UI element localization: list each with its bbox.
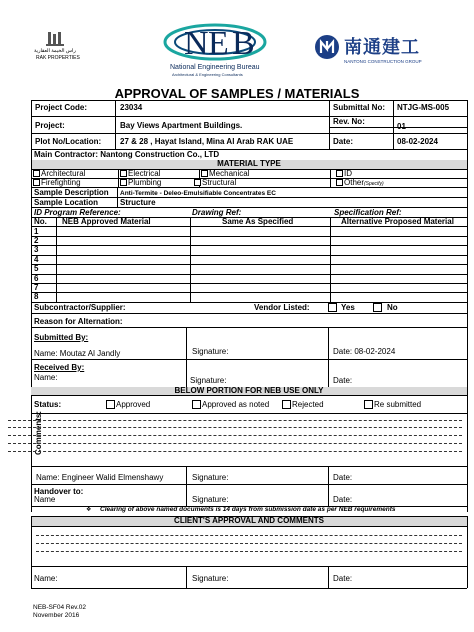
divider	[115, 100, 116, 149]
divider	[186, 566, 187, 588]
id-program-ref: ID Program Reference:	[34, 208, 121, 217]
footer-form-date: November 2016	[33, 612, 80, 619]
divider	[31, 359, 467, 360]
divider	[31, 302, 32, 512]
divider	[31, 236, 467, 237]
table-row: 4	[34, 255, 39, 264]
divider	[31, 100, 467, 101]
received-signature: Signature:	[190, 376, 227, 385]
vendor-no-label: No	[387, 303, 398, 312]
rak-arabic-text: راس الخيمة العقارية	[34, 48, 76, 54]
submitted-name: Name: Moutaz Al Jandly	[34, 349, 121, 358]
divider	[31, 566, 467, 567]
divider	[31, 133, 467, 134]
subcontractor-label: Subcontractor/Supplier:	[34, 303, 126, 312]
divider	[31, 588, 467, 589]
nantong-logo-icon	[314, 34, 340, 60]
resubmitted-checkbox[interactable]	[364, 400, 373, 409]
received-date: Date:	[333, 376, 353, 385]
table-row: 3	[34, 245, 39, 254]
handover-date: Date:	[333, 495, 353, 504]
drawing-ref: Drawing Ref:	[192, 208, 242, 217]
divider	[328, 566, 329, 588]
comment-line	[36, 551, 462, 552]
project-code-value: 23034	[120, 103, 143, 112]
rejected-checkbox[interactable]	[282, 400, 291, 409]
diamond-bullet-icon: ❖	[86, 507, 92, 513]
comment-line	[8, 435, 462, 436]
divider	[328, 327, 329, 387]
client-date: Date:	[333, 574, 353, 583]
divider	[330, 217, 331, 302]
resubmitted-label: Re submitted	[374, 400, 422, 409]
divider	[190, 217, 191, 302]
submittal-value: NTJG-MS-005	[397, 103, 450, 112]
neb-use-title: BELOW PORTION FOR NEB USE ONLY	[174, 386, 324, 395]
electrical-label: Electrical	[128, 169, 161, 178]
submitted-date: Date: 08-02-2024	[333, 347, 396, 356]
divider	[467, 100, 468, 160]
status-label: Status:	[34, 400, 62, 409]
table-row: 2	[34, 236, 39, 245]
divider	[186, 466, 187, 506]
divider	[31, 327, 467, 328]
sample-description-label: Sample Description	[34, 188, 109, 197]
sample-location-value: Structure	[120, 198, 156, 207]
project-label: Project:	[35, 121, 65, 130]
architectural-label: Architectural	[41, 169, 86, 178]
id-label: ID	[344, 169, 352, 178]
divider	[31, 395, 467, 396]
divider	[31, 413, 467, 414]
comment-line	[8, 443, 462, 444]
table-row: 1	[34, 227, 39, 236]
table-row: 6	[34, 274, 39, 283]
plumbing-label: Plumbing	[128, 178, 162, 187]
divider	[31, 466, 467, 467]
approved-as-noted-label: Approved as noted	[202, 400, 270, 409]
vendor-listed-label: Vendor Listed:	[254, 303, 310, 312]
reason-label: Reason for Alternation:	[34, 317, 123, 326]
divider	[31, 484, 467, 485]
divider	[31, 313, 467, 314]
plumbing-checkbox[interactable]	[120, 179, 127, 186]
rak-logo-icon	[46, 30, 66, 48]
nantong-chinese-text: 南通建工	[344, 37, 420, 57]
handover-label: Handover to:	[34, 487, 84, 496]
handover-signature: Signature:	[192, 495, 229, 504]
material-type-title: MATERIAL TYPE	[217, 159, 281, 168]
col-same-as-specified: Same As Specified	[222, 217, 294, 226]
client-title: CLIENT'S APPROVAL AND COMMENTS	[174, 516, 324, 525]
comment-line	[36, 543, 462, 544]
col-neb-approved: NEB Approved Material	[62, 217, 151, 226]
divider	[56, 217, 57, 302]
footer-form-code: NEB-SF04 Rev.02	[33, 604, 86, 611]
neb-logo-icon	[160, 20, 270, 64]
divider	[393, 100, 394, 149]
submitted-signature: Signature:	[192, 347, 229, 356]
client-signature: Signature:	[192, 574, 229, 583]
client-name: Name:	[34, 574, 58, 583]
date-label: Date:	[333, 137, 354, 146]
neb-signature: Signature:	[192, 473, 229, 482]
electrical-checkbox[interactable]	[120, 170, 127, 177]
mechanical-label: Mechanical	[209, 169, 250, 178]
divider	[31, 100, 32, 160]
date-value: 08-02-2024	[397, 137, 438, 146]
plot-value: 27 & 28 , Hayat Island, Mina Al Arab RAK UAE	[120, 137, 294, 146]
neb-logo	[160, 20, 270, 78]
structural-label: Structural	[202, 178, 237, 187]
divider	[467, 516, 468, 588]
neb-name: Name: Engineer Walid Elmenshawy	[36, 473, 164, 482]
divider	[329, 100, 330, 149]
divider	[118, 169, 119, 187]
approved-as-noted-checkbox[interactable]	[192, 400, 201, 409]
divider	[31, 226, 467, 227]
comments-label: Comments:	[34, 410, 44, 456]
comment-line	[8, 451, 462, 452]
other-checkbox[interactable]	[336, 179, 343, 186]
divider	[467, 302, 468, 512]
specification-ref: Specification Ref:	[334, 208, 402, 217]
main-contractor: Main Contractor: Nantong Construction Co., LTD	[34, 150, 220, 159]
divider	[117, 187, 118, 207]
other-label: Other	[344, 178, 365, 187]
other-specify-label: (Specify)	[364, 181, 384, 187]
handover-name: Name	[34, 495, 56, 504]
divider	[31, 526, 467, 527]
comment-line	[36, 535, 462, 536]
received-by-label: Received By:	[34, 363, 85, 372]
divider	[31, 283, 467, 284]
mechanical-checkbox[interactable]	[201, 170, 208, 177]
col-alternative: Alternative Proposed Material	[341, 217, 454, 226]
divider	[31, 516, 32, 588]
nantong-logo	[314, 34, 460, 74]
divider	[31, 116, 467, 117]
col-no: No.	[34, 217, 47, 226]
rejected-label: Rejected	[292, 400, 324, 409]
table-row: 7	[34, 283, 39, 292]
submitted-by-label: Submitted By:	[34, 333, 89, 342]
rak-properties-text: RAK PROPERTIES	[36, 55, 80, 61]
firefighting-checkbox[interactable]	[33, 179, 40, 186]
firefighting-label: Firefighting	[41, 178, 81, 187]
svg-text:N: N	[184, 25, 209, 62]
comment-line	[8, 420, 462, 421]
svg-text:E: E	[208, 25, 229, 62]
plot-label: Plot No/Location:	[35, 137, 102, 146]
architectural-checkbox[interactable]	[33, 170, 40, 177]
table-row: 5	[34, 264, 39, 273]
divider	[467, 226, 468, 302]
rev-label: Rev. No:	[333, 117, 365, 126]
divider	[31, 292, 467, 293]
divider	[31, 274, 467, 275]
received-name: Name:	[34, 373, 58, 382]
nantong-text: NANTONG CONSTRUCTION GROUP	[344, 59, 422, 64]
vendor-yes-label: Yes	[341, 303, 355, 312]
sample-description-value: Anti-Termite - Deleo-Emulsifiable Concentrates EC	[120, 190, 276, 197]
vendor-yes-checkbox[interactable]	[328, 303, 337, 312]
divider	[186, 327, 187, 387]
neb-date: Date:	[333, 473, 353, 482]
approved-checkbox[interactable]	[106, 400, 115, 409]
submittal-label: Submittal No:	[333, 103, 385, 112]
divider	[328, 466, 329, 506]
divider	[330, 169, 331, 187]
rev-value: 01	[397, 122, 406, 131]
sample-location-label: Sample Location	[34, 198, 99, 207]
comment-line	[8, 427, 462, 428]
project-value: Bay Views Apartment Buildings.	[120, 121, 243, 130]
divider	[31, 264, 467, 265]
divider	[31, 255, 467, 256]
clearing-note: Clearing of above named documents is 14 days from submission date as per NEB requirements	[100, 506, 396, 513]
structural-checkbox[interactable]	[194, 179, 201, 186]
page-title: APPROVAL OF SAMPLES / MATERIALS	[114, 86, 360, 101]
neb-name-text: National Engineering Bureau	[170, 64, 260, 71]
table-row: 8	[34, 292, 39, 301]
vendor-no-checkbox[interactable]	[373, 303, 382, 312]
svg-text:B: B	[232, 25, 255, 62]
approved-label: Approved	[116, 400, 151, 409]
id-checkbox[interactable]	[336, 170, 343, 177]
divider	[31, 245, 467, 246]
neb-sub-text: Architectural & Engineering Consultants	[172, 72, 243, 77]
project-code-label: Project Code:	[35, 103, 88, 112]
rak-properties-logo	[28, 26, 86, 68]
